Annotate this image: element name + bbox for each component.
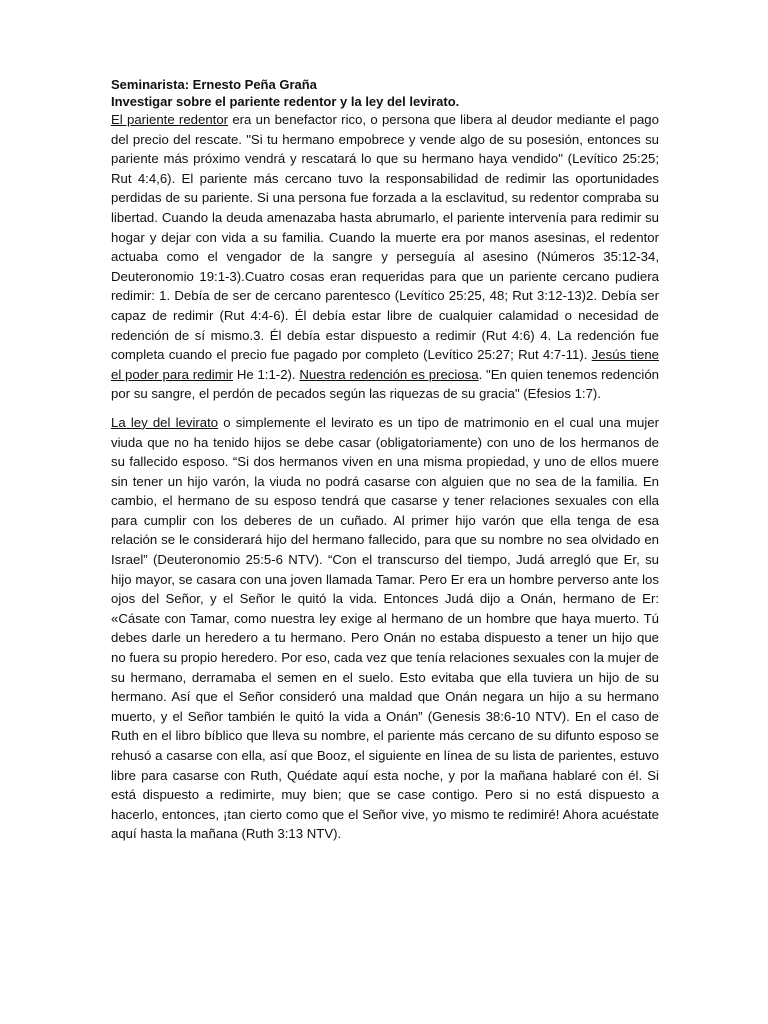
paragraph1-text-e: . "En quien tenemos redención por su sangre, el perdón de pecados según las riquezas de su gracia" (Efesios 1:7).: [111, 366, 659, 402]
paragraph2-text: o simplemente el levirato es un tipo de matrimonio en el cual una mujer viuda que no ha tenido hijos se debe casar (obligatoriamente) con uno de los hermanos de su fallecido esposo. “Si dos hermanos viven en una misma propiedad, y uno de ellos muere sin tener un hijo varón, la viuda no podrá casarse con alguien que no sea de la familia. En cambio, el hermano de su esposo tendrá que casarse y tener relaciones sexuales con ella para cumplir con los deberes de un cuñado. Al primer hijo varón que ella tenga de esa relación se le considerará hijo del hermano fallecido, para que su nombre no sea olvidado en Israel” (Deuteronomio 25:5-6 NTV). “Con el transcurso del tiempo, Judá arregló que Er, su hijo mayor, se casara con una joven llamada Tamar. Pero Er era un hombre perverso ante los ojos del Señor, y el Señor le quitó la vida. Entonces Judá dijo a Onán, hermano de Er: «Cásate con Tamar, como nuestra ley exige al hermano de un hombre que haya muerto. Tú debes darle un heredero a tu hermano. Pero Onán no estaba dispuesto a tener un hijo que no fuera su propio heredero. Por eso, cada vez que tenía relaciones sexuales con la mujer de su hermano, derramaba el semen en el suelo. Esto evitaba que ella tuviera un hijo de su hermano. Así que el Señor consideró una maldad que Onán negara un hijo a su hermano muerto, y el Señor también le quitó la vida a Onán” (Genesis 38:6-10 NTV). En el caso de Ruth en el libro bíblico que lleva su nombre, el pariente más cercano de su difunto esposo se rehusó a casarse con ella, así que Booz, el siguiente en línea de su lista de parientes, estuvo libre para casarse con Ruth, Quédate aquí esta noche, y por la mañana hablaré con él. Si está dispuesto a redimirte, muy bien; que se case contigo. Pero si no está dispuesto a hacerlo, entonces, ¡tan cierto como que el Señor vive, yo mismo te redimiré! Ahora acuéstate aquí hasta la mañana (Ruth 3:13 NTV).: [111, 414, 659, 842]
paragraph1-text-a: era un benefactor rico, o persona que libera al deudor mediante el pago del precio del rescate. "Si tu hermano empobrece y vende algo de su posesión, entonces su pariente más próximo vendrá y rescatará lo que su hermano haya vendido" (Levítico 25:25; Rut 4:4,6). El pariente más cercano tuvo la responsabilidad de redimir las oportunidades perdidas de su pariente. Si una persona fue forzada a la esclavitud, su redentor compraba su libertad. Cuando la deuda amenazaba hasta abrumarlo, el pariente intervenía para redimir su hogar y dejar con vida a su familia. Cuando la muerte era por manos asesinas, el redentor actuaba como el vengador de la sangre y perseguía al asesino (Números 35:12-34, Deuteronomio 19:1-3).Cuatro cosas eran requeridas para que un pariente cercano pudiera redimir: 1. Debía de ser de cercano parentesco (Levítico 25:25, 48; Rut 3:12-13)2. Debía ser capaz de redimir (Rut 4:4-6). Él debía estar libre de cualquier calamidad o necesidad de redención de sí mismo.3. Él debía estar dispuesto a redimir (Rut 4:6) 4. La redención fue completa cuando el precio fue pagado por completo (Levítico 25:27; Rut 4:7-11).: [111, 112, 659, 363]
paragraph1-text-c: He 1:1-2).: [233, 366, 300, 382]
paragraph-ley-levirato: [111, 413, 659, 844]
subject-line: Investigar sobre el pariente redentor y la ley del levirato.: [111, 94, 460, 109]
term-ley-levirato: La ley del levirato: [111, 414, 219, 430]
term-pariente-redentor: El pariente redentor: [111, 112, 229, 127]
underlined-jesus-poder: Jesús tiene el poder para redimir: [111, 347, 659, 382]
author-line: Seminarista: Ernesto Peña Graña: [111, 77, 317, 92]
underlined-redencion-preciosa: Nuestra redención es preciosa: [299, 366, 479, 382]
paragraph-pariente-redentor: [111, 110, 659, 404]
document-page: [111, 76, 659, 844]
